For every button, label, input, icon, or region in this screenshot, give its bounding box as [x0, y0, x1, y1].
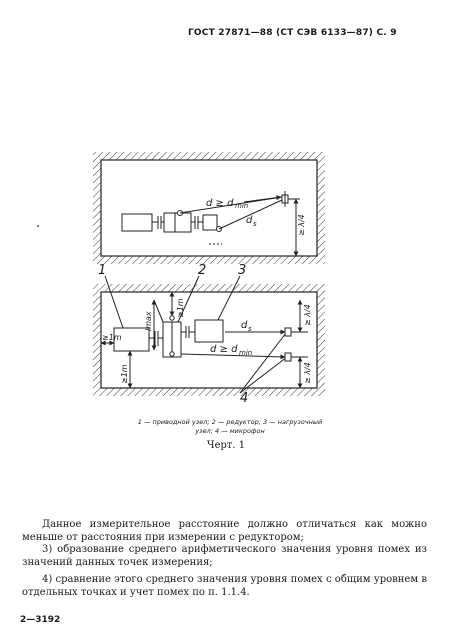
label-lambda-top: ≥ λ/4 [303, 304, 312, 326]
label-num-1: 1 [98, 263, 107, 278]
top-ds-sub: s [253, 220, 257, 228]
paragraph-1: Данное измерительное расстояние должно отличаться как можно меньше от расстояния при измерении с редуктором; [22, 519, 427, 543]
label-ds: d [241, 320, 248, 331]
top-ds-label: d [246, 215, 253, 226]
label-num-3: 3 [238, 263, 247, 278]
label-num-2: 2 [198, 263, 207, 278]
label-ds-sub: s [248, 325, 252, 333]
figure-caption [110, 418, 350, 436]
label-d-min-sub: min [239, 349, 253, 357]
label-lambda-bottom: ≥ λ/4 [303, 362, 312, 384]
page-header: ГОСТ 27871—88 (СТ СЭВ 6133—87) С. 9 [188, 28, 397, 38]
top-d-min-sub: min [235, 202, 249, 210]
room-interior-2 [101, 292, 317, 388]
figure-title: Черт. 1 [206, 440, 246, 451]
stray-dot [37, 225, 39, 227]
label-d-min: d ≥ d [210, 344, 238, 355]
body-text [22, 519, 427, 599]
microphone-lower [285, 353, 291, 361]
paragraph-3: 4) сравнение этого среднего значения уровня помех с общим уровнем в отдельных точках и учет помех по п. 1.1.4. [22, 574, 427, 598]
label-lmax: lmax [144, 311, 153, 331]
label-1m-top: ≥1m [176, 298, 185, 318]
label-num-4: 4 [240, 391, 249, 406]
paragraph-2: 3) образование среднего арифметического значения уровня помех из значений данных точек измерения; [22, 544, 427, 568]
caption-line-2: узел; 4 — микрофон [195, 427, 265, 435]
page-footer: 2—3192 [20, 615, 61, 625]
caption-line-1: 1 — приводной узел; 2 — редуктор; 3 — нагрузочный [137, 418, 323, 426]
top-lambda-label: ≥ λ/4 [297, 214, 306, 236]
label-1m-left: ≥1m [102, 333, 122, 342]
top-d-min-label: d ≥ d [206, 198, 234, 209]
label-1m-bottom: ≥1m [120, 364, 129, 384]
microphone-upper [285, 328, 291, 336]
